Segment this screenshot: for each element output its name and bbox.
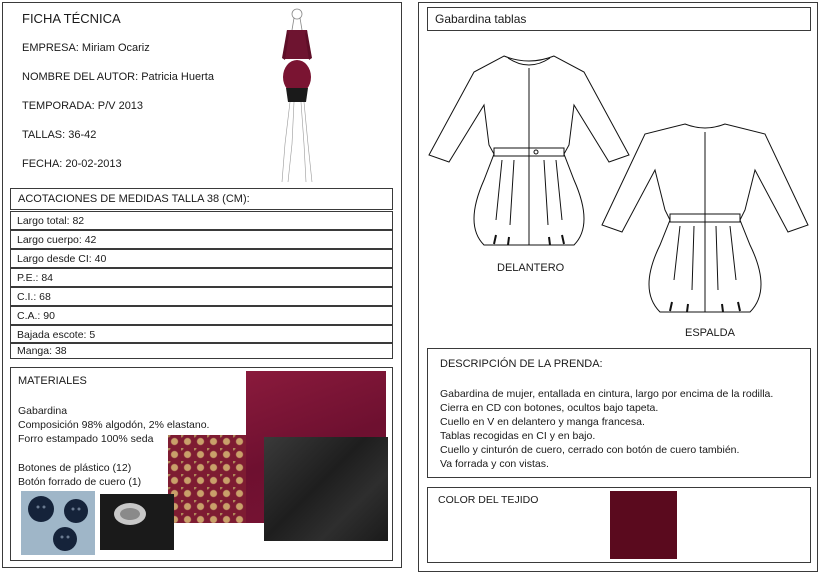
measurement-row: Largo desde CI: 40 — [10, 249, 393, 268]
materials-line: Composición 98% algodón, 2% elastano. — [18, 419, 210, 431]
materials-line: Gabardina — [18, 405, 68, 417]
measurement-row: C.I.: 68 — [10, 287, 393, 306]
leather-button-photo — [100, 494, 174, 550]
author-field: NOMBRE DEL AUTOR: Patricia Huerta — [22, 71, 214, 83]
description-line: Tablas recogidas en CI y en bajo. — [440, 430, 596, 442]
fashion-figure-illustration — [270, 4, 330, 186]
sizes-field: TALLAS: 36-42 — [22, 129, 97, 141]
season-field: TEMPORADA: P/V 2013 — [22, 100, 144, 112]
measurement-row: P.E.: 84 — [10, 268, 393, 287]
company-field: EMPRESA: Miriam Ocariz — [22, 42, 150, 54]
plastic-buttons-photo — [21, 491, 95, 555]
description-title: DESCRIPCIÓN DE LA PRENDA: — [440, 358, 603, 370]
leather-swatch — [264, 437, 388, 541]
description-line: Va forrada y con vistas. — [440, 458, 549, 470]
buttons-line: Botones de plástico (12) — [18, 462, 132, 474]
fabric-color-title: COLOR DEL TEJIDO — [438, 494, 539, 506]
measurement-row: Bajada escote: 5 — [10, 325, 393, 344]
printed-lining-swatch — [168, 435, 246, 523]
sheet-title: FICHA TÉCNICA — [22, 11, 121, 26]
buttons-line: Botón forrado de cuero (1) — [18, 476, 142, 488]
description-line: Gabardina de mujer, entallada en cintura, largo por encima de la rodilla. — [440, 388, 774, 400]
description-line: Cuello en V en delantero y manga francesa. — [440, 416, 645, 428]
description-line: Cierra en CD con botones, ocultos bajo tapeta. — [440, 402, 659, 414]
garment-name: Gabardina tablas — [435, 12, 527, 26]
description-line: Cuello y cinturón de cuero, cerrado con botón de cuero también. — [440, 444, 740, 456]
front-label: DELANTERO — [497, 262, 565, 274]
back-label: ESPALDA — [685, 327, 735, 339]
measurements-title: ACOTACIONES DE MEDIDAS TALLA 38 (CM): — [18, 193, 250, 205]
measurement-row: Largo total: 82 — [10, 211, 393, 230]
fabric-color-swatch — [610, 491, 677, 559]
measurement-row: C.A.: 90 — [10, 306, 393, 325]
materials-title: MATERIALES — [18, 375, 87, 387]
date-field: FECHA: 20-02-2013 — [22, 158, 122, 170]
leather-button-icon — [100, 494, 174, 550]
button-icons — [21, 491, 95, 555]
materials-line: Forro estampado 100% seda — [18, 433, 154, 445]
back-flat-sketch — [600, 120, 810, 320]
measurement-row: Manga: 38 — [10, 342, 393, 359]
measurement-row: Largo cuerpo: 42 — [10, 230, 393, 249]
